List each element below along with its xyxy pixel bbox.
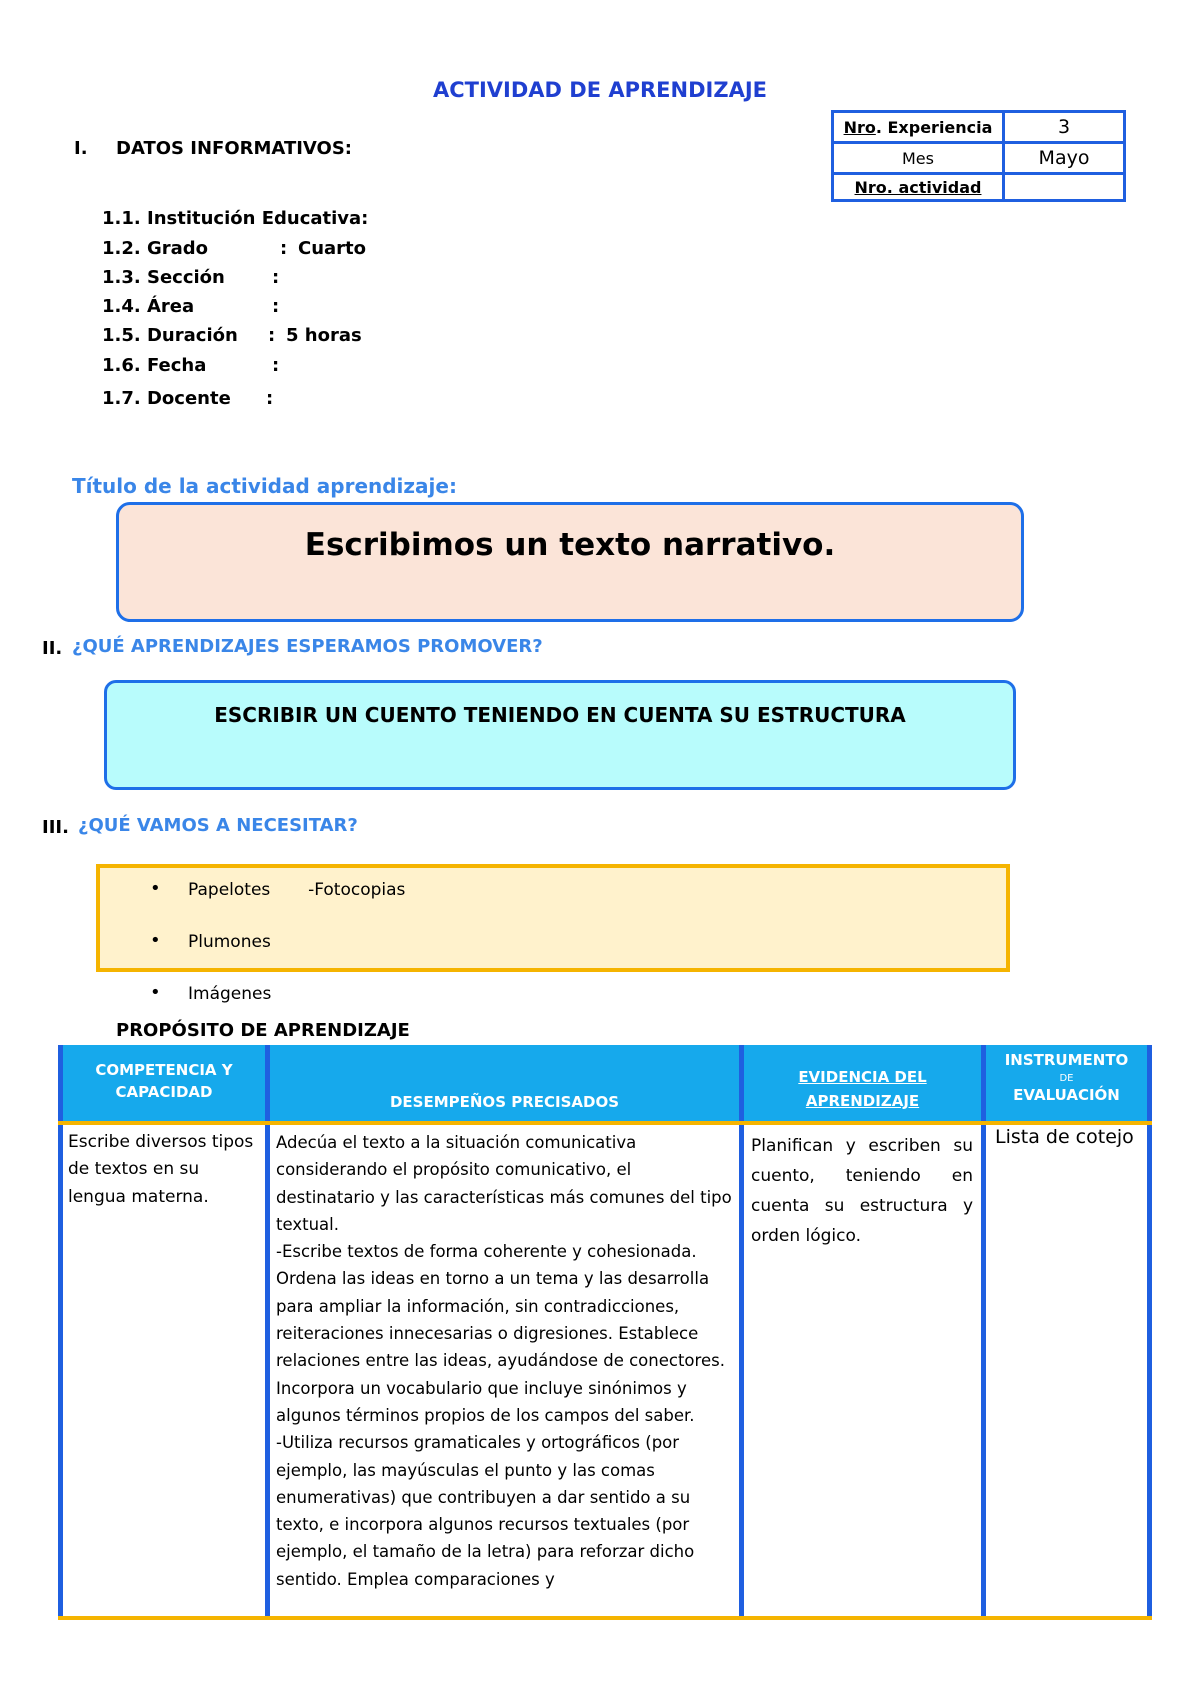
experience-key-rest: . Experiencia [875,117,993,137]
material-text: Plumones [188,932,271,952]
header-competencia-text: COMPETENCIA Y CAPACIDAD [95,1061,233,1101]
experience-key-prefix: Nro [843,117,876,137]
info-colon: : [266,388,274,409]
info-label: 1.4. Área [102,296,195,317]
month-row [833,143,1125,174]
info-colon: : [272,296,280,317]
section-2-heading: ¿QUÉ APRENDIZAJES ESPERAMOS PROMOVER? [72,636,543,657]
activity-number-key-label: Nro. actividad [854,177,982,197]
header-instrumento-line1: INSTRUMENTO [1004,1051,1129,1069]
materials-box [96,864,1010,1004]
section-3-numeral: III. [42,817,69,838]
info-label: 1.1. Institución Educativa: [102,208,369,229]
list-item [150,878,406,900]
cell-evidencia: Planifican y escriben su cuento, teniendo en cuenta su estructura y orden lógico. [751,1136,973,1246]
experience-row [833,112,1125,143]
info-label: 1.7. Docente [102,388,231,409]
cell-desempenos [276,1129,734,1593]
material-text: Imágenes [188,984,272,1004]
header-competencia [63,1045,265,1121]
section-1-numeral: I. [74,138,88,159]
info-colon: : [280,238,288,259]
purpose-title: PROPÓSITO DE APRENDIZAJE [116,1020,410,1041]
header-desempenos-text: DESEMPEÑOS PRECISADOS [389,1093,620,1111]
table-border-bottom [58,1616,1152,1620]
info-value: 5 horas [286,325,362,346]
experience-key [833,112,1004,143]
page-title: ACTIVIDAD DE APRENDIZAJE [432,78,767,102]
month-key [833,143,1004,174]
info-colon: : [272,355,280,376]
section-1-heading: DATOS INFORMATIVOS: [116,138,353,159]
info-colon: : [268,325,276,346]
activity-title-box [116,502,1024,622]
info-value: Cuarto [298,238,367,259]
activity-title-text: Escribimos un texto narrativo. [304,527,836,563]
desempeno-paragraph: -Escribe textos de forma coherente y cohesionada. Ordena las ideas en torno a un tema y las desarrolla para ampliar la información, sin contradicciones, reiteraciones innecesarias o digresiones. Establece relaciones entre las ideas, ayudándose de conectores. Incorpora un vocabulario que incluye sinónimos y algunos términos propios de los campos del saber. [276,1242,725,1425]
header-instrumento [986,1045,1147,1121]
bullet-icon: • [150,930,161,951]
info-label: 1.2. Grado [102,238,209,259]
learning-goal-box [104,680,1016,790]
cell-competencia: Escribe diversos tipos de textos en su lengua materna. [68,1132,254,1207]
table-border-left [58,1045,63,1618]
purpose-table [58,1045,1152,1620]
month-key-label: Mes [902,148,934,168]
list-item [150,930,271,952]
activity-number-value [1004,174,1125,201]
activity-title-label: Título de la actividad aprendizaje: [72,474,457,498]
info-label: 1.6. Fecha [102,355,207,376]
table-divider [265,1045,270,1618]
learning-goal-text: ESCRIBIR UN CUENTO TENIENDO EN CUENTA SU ESTRUCTURA [214,703,906,727]
month-value: Mayo [1004,143,1125,174]
experience-value: 3 [1004,112,1125,143]
header-evidencia [744,1045,981,1121]
bullet-icon: • [150,982,161,1003]
info-colon: : [272,267,280,288]
header-instrumento-line3: EVALUACIÓN [1013,1086,1120,1104]
header-evidencia-text: EVIDENCIA DEL APRENDIZAJE [798,1068,927,1110]
desempeno-paragraph: -Utiliza recursos gramaticales y ortográficos (por ejemplo, las mayúsculas el punto y las comas enumerativas) que contribuyen a dar sentido a su texto, e incorpora algunos recursos textuales (por ejemplo, el tamaño de la letra) para reforzar dicho sentido. Emplea comparaciones y [276,1433,695,1589]
section-3-heading: ¿QUÉ VAMOS A NECESITAR? [78,815,358,836]
list-item [150,982,272,1004]
table-border-right [1147,1045,1152,1618]
cell-instrumento: Lista de cotejo [995,1126,1134,1148]
material-text: Papelotes -Fotocopias [188,880,406,900]
table-divider [981,1045,986,1618]
info-label: 1.5. Duración [102,325,238,346]
header-instrumento-line2: DE [1059,1073,1074,1084]
info-label: 1.3. Sección [102,267,225,288]
experience-table [831,110,1126,202]
desempeno-paragraph: Adecúa el texto a la situación comunicativa considerando el propósito comunicativo, el destinatario y las características más comunes del tipo textual. [276,1133,732,1234]
bullet-icon: • [150,878,161,899]
table-divider [739,1045,744,1618]
activity-number-row [833,174,1125,201]
header-desempenos [270,1045,739,1121]
header-separator [58,1121,1152,1125]
activity-number-key [833,174,1004,201]
section-2-numeral: II. [42,638,63,659]
